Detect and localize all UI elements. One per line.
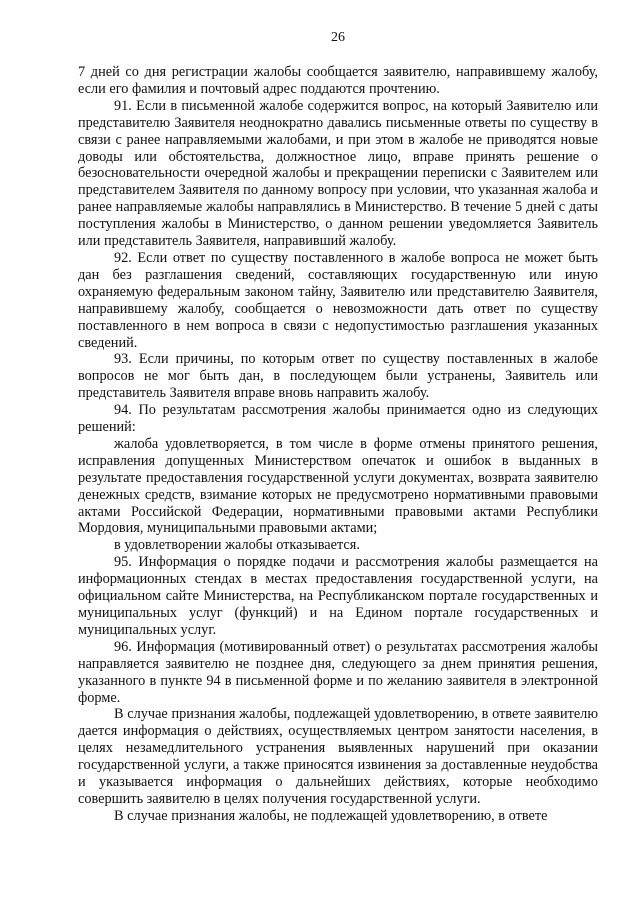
paragraph-94-option-satisfied: жалоба удовлетворяется, в том числе в форме отмены принятого решения, исправления допущенных Министерством опечаток и ошибок в выданных в результате предоставления государственной услуги документах, возврата заявителю денежных средств, взимание которых не предусмотрено нормативными правовыми актами Российской Федерации, нормативными правовыми актами Республики Мордовия, муниципальными правовыми актами;	[78, 435, 598, 537]
paragraph-94-option-rejected: в удовлетворении жалобы отказывается.	[114, 537, 360, 554]
paragraph-93: 93. Если причины, по которым ответ по существу поставленных в жалобе вопросов не мог быть дан, в последующем были устранены, Заявитель или представитель Заявителя вправе вновь направить жалобу.	[78, 351, 598, 402]
paragraph-95: 95. Информация о порядке подачи и рассмотрения жалобы размещается на информационных стендах в местах предоставления государственной услуги, на официальном сайте Министерства, на Республиканском портале государственных и муниципальных услуг (функций) и на Едином портале государственных и муниципальных услуг.	[78, 554, 598, 638]
document-body	[78, 64, 598, 825]
paragraph-continuation: 7 дней со дня регистрации жалобы сообщается заявителю, направившему жалобу, если его фамилия и почтовый адрес поддаются прочтению.	[78, 64, 598, 97]
paragraph-unsatisfied-response: В случае признания жалобы, не подлежащей удовлетворению, в ответе	[114, 807, 548, 824]
paragraph-94: 94. По результатам рассмотрения жалобы принимается одно из следующих решений:	[78, 402, 598, 436]
paragraph-96: 96. Информация (мотивированный ответ) о результатах рассмотрения жалобы направляется заявителю не позднее дня, следующего за днем принятия решения, указанного в пункте 94 в письменной форме и по желанию заявителя в электронной форме.	[78, 638, 598, 706]
page-number: 26	[331, 30, 345, 45]
paragraph-satisfied-response: В случае признания жалобы, подлежащей удовлетворению, в ответе заявителю дается информация о действиях, осуществляемых центром занятости населения, в целях незамедлительного устранения выявленных нарушений при оказании государственной услуги, а также приносятся извинения за доставленные неудобства и указывается информация о дальнейших действиях, которые необходимо совершить заявителю в целях получения государственной услуги.	[78, 706, 598, 807]
paragraph-92: 92. Если ответ по существу поставленного в жалобе вопроса не может быть дан без разглашения сведений, составляющих государственную или иную охраняемую федеральным законом тайну, Заявителю или представителю Заявителя, направившему жалобу, сообщается о невозможности дать ответ по существу поставленного в нем вопроса в связи с недопустимостью разглашения указанных сведений.	[78, 249, 598, 351]
paragraph-91: 91. Если в письменной жалобе содержится вопрос, на который Заявителю или представителю Заявителя неоднократно давались письменные ответы по существу в связи с ранее направляемыми жалобами, и при этом в жалобе не приводятся новые доводы или обстоятельства, должностное лицо, вправе принять решение о безосновательности очередной жалобы и прекращении переписки с Заявителем или представителем Заявителя по данному вопросу при условии, что указанная жалоба и ранее направляемые жалобы направлялись в Министерство. В течение 5 дней с даты поступления жалобы в Министерство, о данном решении уведомляется Заявитель или представитель Заявителя, направивший жалобу.	[78, 97, 598, 250]
